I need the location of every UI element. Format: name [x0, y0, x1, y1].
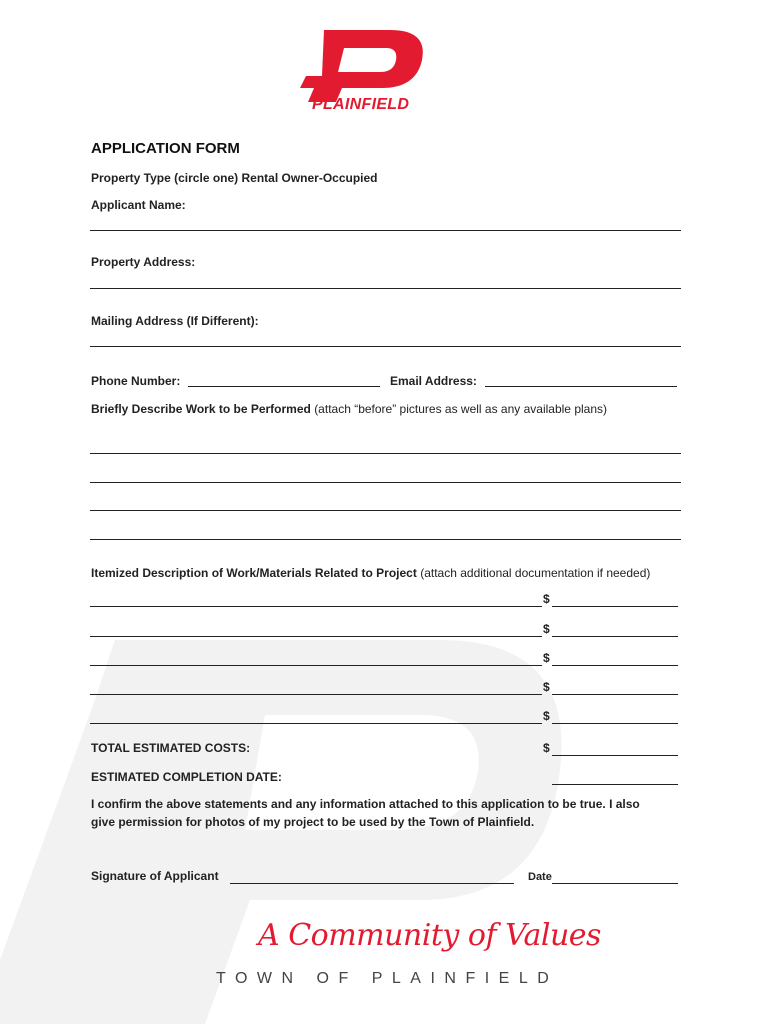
currency-symbol: $	[543, 680, 550, 694]
currency-symbol: $	[543, 709, 550, 723]
mailing-address-field[interactable]	[90, 346, 681, 347]
item-description-field[interactable]	[90, 665, 542, 666]
describe-work-line[interactable]	[90, 453, 681, 454]
item-cost-field[interactable]	[552, 665, 678, 666]
item-cost-field[interactable]	[552, 606, 678, 607]
total-cost-field[interactable]	[552, 755, 678, 756]
itemized-note: (attach additional documentation if needed)	[420, 566, 651, 580]
describe-work-note: (attach “before” pictures as well as any available plans)	[314, 402, 607, 416]
item-description-field[interactable]	[90, 723, 542, 724]
applicant-name-label: Applicant Name:	[91, 198, 186, 212]
currency-symbol: $	[543, 741, 550, 755]
signature-field[interactable]	[230, 883, 514, 884]
property-address-field[interactable]	[90, 288, 681, 289]
item-description-field[interactable]	[90, 636, 542, 637]
applicant-name-field[interactable]	[90, 230, 681, 231]
form-title: APPLICATION FORM	[91, 140, 240, 157]
community-tagline: A Community of Values	[258, 918, 601, 953]
date-label: Date	[528, 871, 552, 883]
describe-work-title: Briefly Describe Work to be Performed	[91, 402, 311, 416]
item-cost-field[interactable]	[552, 636, 678, 637]
item-cost-field[interactable]	[552, 694, 678, 695]
mailing-address-label: Mailing Address (If Different):	[91, 314, 259, 328]
itemized-title: Itemized Description of Work/Materials Related to Project	[91, 566, 417, 580]
logo-wordmark: PLAINFIELD	[312, 96, 410, 113]
currency-symbol: $	[543, 592, 550, 606]
property-type-label: Property Type (circle one) Rental Owner-Occupied	[91, 171, 378, 185]
confirmation-line-2: give permission for photos of my project to be used by the Town of Plainfield.	[91, 815, 535, 829]
signature-label: Signature of Applicant	[91, 869, 219, 883]
confirmation-line-1: I confirm the above statements and any information attached to this application to be true. I also	[91, 797, 640, 811]
total-estimated-costs-label: TOTAL ESTIMATED COSTS:	[91, 741, 251, 755]
describe-work-label	[91, 402, 607, 416]
describe-work-line[interactable]	[90, 539, 681, 540]
email-address-label: Email Address:	[390, 374, 477, 388]
completion-date-field[interactable]	[552, 784, 678, 785]
email-address-field[interactable]	[485, 386, 677, 387]
describe-work-line[interactable]	[90, 510, 681, 511]
describe-work-line[interactable]	[90, 482, 681, 483]
itemized-label	[91, 566, 650, 580]
town-name: TOWN OF PLAINFIELD	[216, 970, 559, 987]
completion-date-label: ESTIMATED COMPLETION DATE:	[91, 770, 282, 784]
phone-number-field[interactable]	[188, 386, 380, 387]
property-address-label: Property Address:	[91, 255, 196, 269]
currency-symbol: $	[543, 622, 550, 636]
currency-symbol: $	[543, 651, 550, 665]
date-field[interactable]	[552, 883, 678, 884]
item-cost-field[interactable]	[552, 723, 678, 724]
item-description-field[interactable]	[90, 694, 542, 695]
phone-number-label: Phone Number:	[91, 374, 181, 388]
item-description-field[interactable]	[90, 606, 542, 607]
